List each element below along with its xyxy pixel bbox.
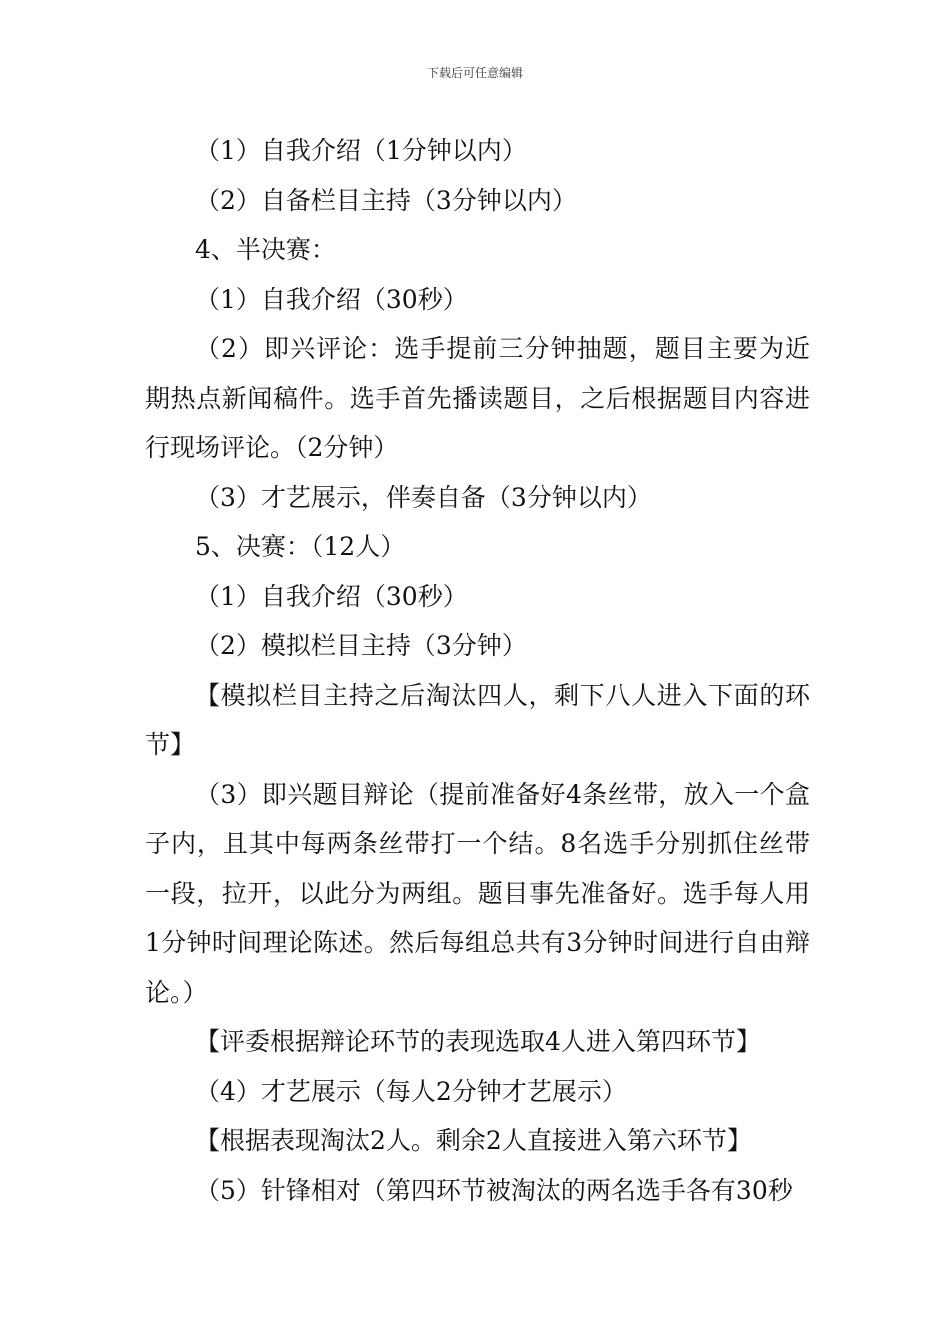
note-elimination-two: 【根据表现淘汰2人。剩余2人直接进入第六环节】 <box>195 1126 752 1155</box>
paragraph-talent-show-final: （4）才艺展示（每人2分钟才艺展示） <box>195 1076 627 1106</box>
paragraph-self-intro-1: （1）自我介绍（1分钟以内） <box>195 136 527 165</box>
section-heading-final: 5、决赛：（12人） <box>195 532 406 561</box>
paragraph-semifinal-self-intro: （1）自我介绍（30秒） <box>195 284 468 314</box>
paragraph-face-off: （5）针锋相对（第四环节被淘汰的两名选手各有30秒 <box>195 1175 793 1205</box>
page-header: 下载后可任意编辑 <box>426 66 523 80</box>
note-judges-select-four: 【评委根据辩论环节的表现选取4人进入第四环节】 <box>195 1027 761 1056</box>
note-elimination-four: 【模拟栏目主持之后淘汰四人，剩下八人进入下面的环节】 <box>145 680 810 759</box>
paragraph-mock-program-hosting: （2）模拟栏目主持（3分钟） <box>195 631 527 660</box>
paragraph-impromptu-commentary: （2）即兴评论：选手提前三分钟抽题，题目主要为近期热点新闻稿件。选手首先播读题目，之后根据题目内容进行现场评论。（2分钟） <box>145 334 810 462</box>
section-heading-semifinal: 4、半决赛： <box>195 235 336 264</box>
document-body <box>145 126 810 1215</box>
paragraph-own-program-hosting: （2）自备栏目主持（3分钟以内） <box>195 185 577 215</box>
paragraph-talent-show-semifinal: （3）才艺展示，伴奏自备（3分钟以内） <box>195 482 652 512</box>
paragraph-impromptu-debate: （3）即兴题目辩论（提前准备好4条丝带，放入一个盒子内，且其中每两条丝带打一个结。8名选手分别抓住丝带一段，拉开，以此分为两组。题目事先准备好。选手每人用1分钟时间理论陈述。然后每组总共有3分钟时间进行自由辩论。） <box>145 779 810 1007</box>
paragraph-final-self-intro: （1）自我介绍（30秒） <box>195 581 468 611</box>
